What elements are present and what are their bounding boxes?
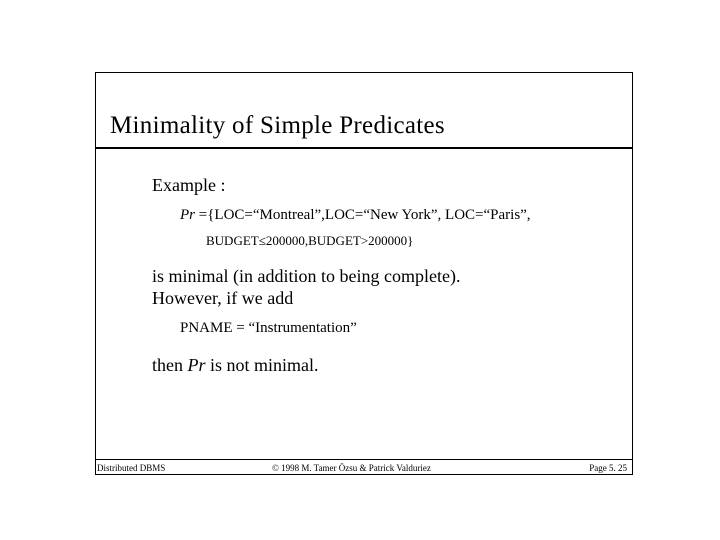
predicate-set-text-1: ={LOC=“Montreal”,LOC=“New York”, LOC=“Paris”, <box>195 207 531 223</box>
footer-page-number: Page 5. 25 <box>589 463 627 473</box>
title-divider <box>96 147 632 149</box>
slide-title: Minimality of Simple Predicates <box>110 112 445 139</box>
footer-copyright: © 1998 M. Tamer Özsu & Patrick Valduriez <box>272 463 431 473</box>
conclusion-text-after: is not minimal. <box>205 355 319 375</box>
predicate-set-line-1 <box>180 207 531 224</box>
minimal-statement: is minimal (in addition to being complete). <box>152 266 461 286</box>
pr-symbol-conclusion: Pr <box>187 355 206 375</box>
pr-symbol: Pr <box>180 207 195 223</box>
conclusion-text-before: then <box>152 355 188 375</box>
conclusion-statement <box>152 355 319 376</box>
footer-course: Distributed DBMS <box>97 463 166 473</box>
predicate-set-line-2: BUDGET≤200000,BUDGET>200000} <box>206 233 414 248</box>
however-statement: However, if we add <box>152 288 294 308</box>
footer-divider <box>96 459 632 460</box>
pname-predicate: PNAME = “Instrumentation” <box>180 320 357 336</box>
example-label: Example : <box>152 175 226 195</box>
